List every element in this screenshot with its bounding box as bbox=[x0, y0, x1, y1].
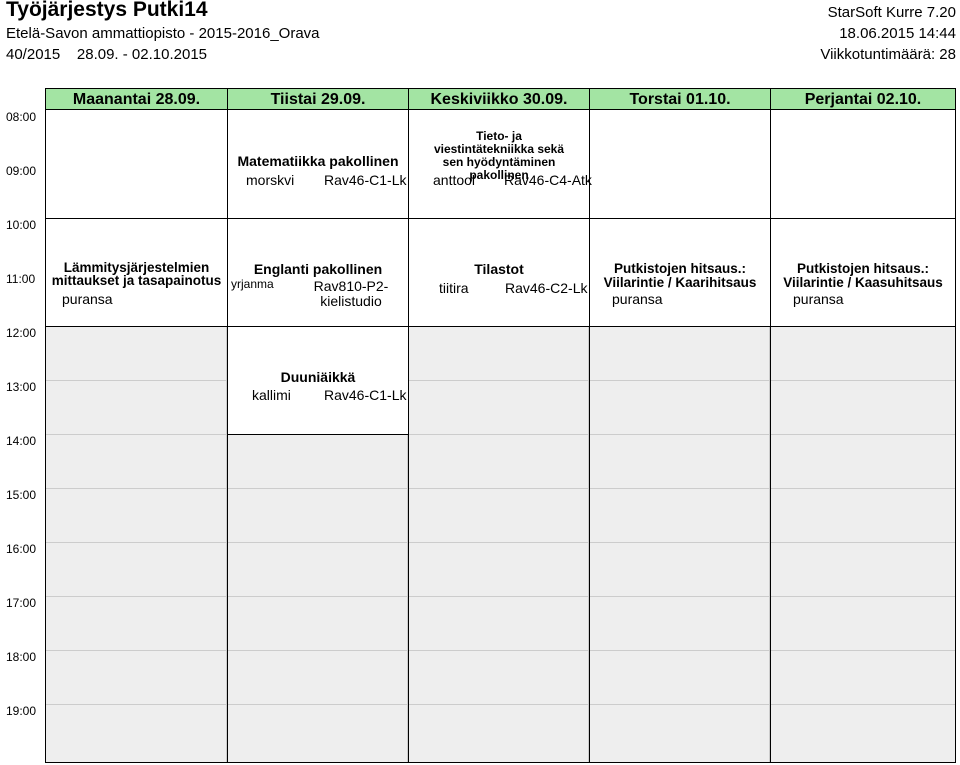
time-label: 18:00 bbox=[6, 650, 37, 664]
lesson-teacher: tiitira bbox=[439, 280, 469, 296]
print-date: 18.06.2015 14:44 bbox=[839, 25, 956, 42]
lesson-title: Englanti pakollinen bbox=[253, 261, 383, 277]
app-name: StarSoft Kurre 7.20 bbox=[827, 4, 956, 21]
lesson-title: Duuniäikkä bbox=[280, 369, 356, 385]
lesson-room: Rav46-C1-Lk bbox=[324, 172, 407, 188]
lesson-title: Tieto- ja viestintätekniikka sekä sen hyödyntäminen pakollinen bbox=[433, 129, 565, 182]
time-label: 13:00 bbox=[6, 380, 37, 394]
lesson-teacher: anttool bbox=[433, 172, 476, 188]
lesson-tue-math[interactable] bbox=[227, 110, 409, 219]
day-header-friday: Perjantai 02.10. bbox=[770, 88, 956, 110]
lesson-room: Rav46-C1-Lk bbox=[324, 387, 407, 403]
lesson-title: Lämmitysjärjestelmien mittaukset ja tasapainotus bbox=[51, 260, 222, 288]
time-label: 15:00 bbox=[6, 488, 37, 502]
page-title: Työjärjestys Putki14 bbox=[6, 0, 208, 21]
time-label: 17:00 bbox=[6, 596, 37, 610]
lesson-title: Matematiikka pakollinen bbox=[237, 153, 399, 169]
lesson-wed-statistics[interactable] bbox=[408, 218, 590, 327]
day-header-wednesday: Keskiviikko 30.09. bbox=[408, 88, 590, 110]
lesson-title: Putkistojen hitsaus.: Viilarintie / Kaasuhitsaus bbox=[783, 261, 943, 290]
week-range: 40/2015 28.09. - 02.10.2015 bbox=[6, 46, 207, 63]
time-label: 14:00 bbox=[6, 434, 37, 448]
lesson-teacher: puransa bbox=[62, 291, 113, 307]
lesson-title: Tilastot bbox=[474, 261, 524, 277]
lesson-room: Rav46-C2-Lk bbox=[505, 280, 588, 296]
time-label: 19:00 bbox=[6, 704, 37, 718]
lesson-mon-heat[interactable] bbox=[45, 218, 228, 327]
lesson-fri-welding[interactable] bbox=[770, 218, 956, 327]
lesson-teacher: kallimi bbox=[252, 387, 291, 403]
lesson-teacher: puransa bbox=[793, 291, 844, 307]
day-header-monday: Maanantai 28.09. bbox=[45, 88, 228, 110]
time-label: 08:00 bbox=[6, 110, 37, 124]
time-label: 11:00 bbox=[6, 272, 36, 286]
lesson-teacher: yrjanma bbox=[231, 277, 274, 291]
lesson-teacher: morskvi bbox=[246, 172, 295, 188]
lesson-tue-english[interactable] bbox=[227, 218, 409, 327]
lesson-tue-work[interactable] bbox=[227, 326, 409, 435]
weekly-hours: Viikkotuntimäärä: 28 bbox=[820, 46, 956, 63]
time-label: 10:00 bbox=[6, 218, 37, 232]
time-label: 16:00 bbox=[6, 542, 37, 556]
time-label: 09:00 bbox=[6, 164, 37, 178]
lesson-room: Rav46-C4-Atk bbox=[504, 172, 592, 188]
lesson-wed-ict[interactable] bbox=[408, 110, 590, 219]
day-header-tuesday: Tiistai 29.09. bbox=[227, 88, 409, 110]
lesson-title: Putkistojen hitsaus.: Viilarintie / Kaarihitsaus bbox=[603, 261, 757, 290]
lesson-room: Rav810-P2-kielistudio bbox=[313, 278, 389, 309]
school-name: Etelä-Savon ammattiopisto - 2015-2016_Orava bbox=[6, 25, 320, 42]
time-label: 12:00 bbox=[6, 326, 37, 340]
lesson-teacher: puransa bbox=[612, 291, 663, 307]
lesson-thu-welding[interactable] bbox=[589, 218, 771, 327]
day-header-thursday: Torstai 01.10. bbox=[589, 88, 771, 110]
